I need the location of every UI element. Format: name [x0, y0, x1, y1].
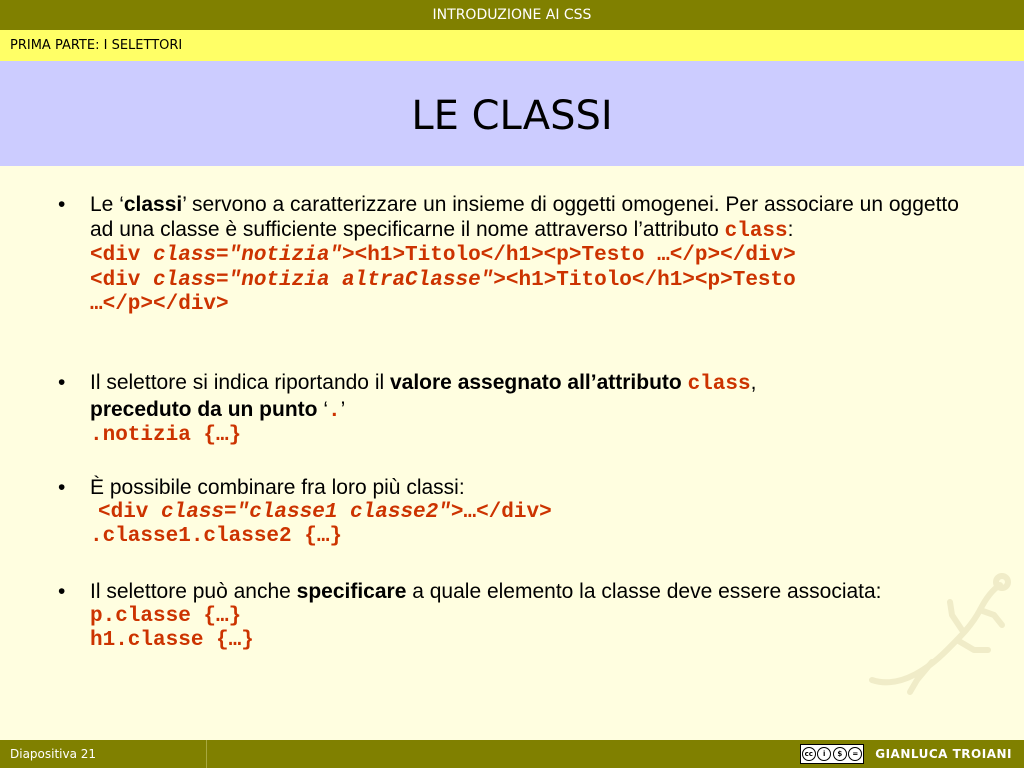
bullet-text: Il selettore si indica riportando il	[90, 371, 390, 394]
bullet-marker: •	[58, 371, 66, 394]
code-line: .classe1.classe2 {…}	[90, 525, 343, 548]
code-keyword: .	[327, 399, 341, 423]
bullet-text: Il selettore può anche	[90, 580, 297, 603]
code-line: <div class="notizia altraClasse"><h1>Titolo</h1><p>Testo	[90, 268, 796, 292]
bullet-marker: •	[58, 580, 66, 603]
bullet-marker: •	[58, 193, 66, 216]
cc-icon: cc	[802, 747, 816, 761]
bullet-text: ,	[750, 371, 757, 394]
bullet-text: ’	[340, 397, 346, 421]
bullet-text: :	[787, 217, 794, 241]
bullet-item-3	[90, 476, 970, 550]
slide-title-box	[0, 61, 1024, 166]
bullet-marker: •	[58, 476, 66, 499]
bullet-text: Le ‘	[90, 193, 124, 216]
creative-commons-license-icon	[800, 744, 864, 764]
slide-content	[0, 166, 1024, 740]
by-icon: i	[817, 747, 831, 761]
section-label: PRIMA PARTE: I SELETTORI	[10, 38, 183, 53]
presentation-title-bar	[0, 0, 1024, 30]
code-keyword: class	[724, 219, 788, 243]
bullet-text: È possibile combinare fra loro più classi:	[90, 476, 465, 499]
code-line: …</p></div>	[90, 293, 229, 316]
author-name: GIANLUCA TROIANI	[875, 747, 1012, 761]
bullet-bold-text: preceduto da un punto	[90, 397, 318, 421]
code-keyword: class	[687, 373, 751, 396]
bullet-bold-text: valore assegnato all’attributo	[389, 371, 688, 394]
presentation-title: INTRODUZIONE AI CSS	[432, 7, 592, 23]
footer-divider	[206, 740, 207, 768]
slide-title: LE CLASSI	[411, 92, 613, 139]
bullet-text: a quale elemento la classe deve essere associata:	[406, 580, 882, 603]
bullet-text: ‘	[317, 397, 328, 421]
slide-number: Diapositiva 21	[10, 747, 97, 761]
bullet-bold-text: specificare	[296, 580, 407, 603]
bullet-item-2	[90, 371, 970, 449]
code-line: p.classe {…}	[90, 604, 242, 628]
nd-icon: =	[848, 747, 862, 761]
nc-icon: $	[833, 747, 847, 761]
bullet-text: ’ servono a caratterizzare un insieme di oggetti omogenei. Per associare un oggetto ad una classe è sufficiente specificarne il nome attraverso l’attributo	[90, 193, 959, 241]
code-line: .notizia {…}	[90, 424, 242, 447]
code-line: <div class="classe1 classe2">…</div>	[98, 500, 552, 524]
bullet-item-1	[90, 193, 970, 318]
bullet-item-4	[90, 580, 970, 654]
bullet-bold-text: classi	[123, 193, 183, 216]
gecko-watermark-icon	[862, 570, 1012, 700]
section-bar	[0, 30, 1024, 61]
code-line: h1.classe {…}	[90, 629, 254, 652]
slide-footer	[0, 740, 1024, 768]
code-line: <div class="notizia"><h1>Titolo</h1><p>Testo …</p></div>	[90, 244, 796, 267]
